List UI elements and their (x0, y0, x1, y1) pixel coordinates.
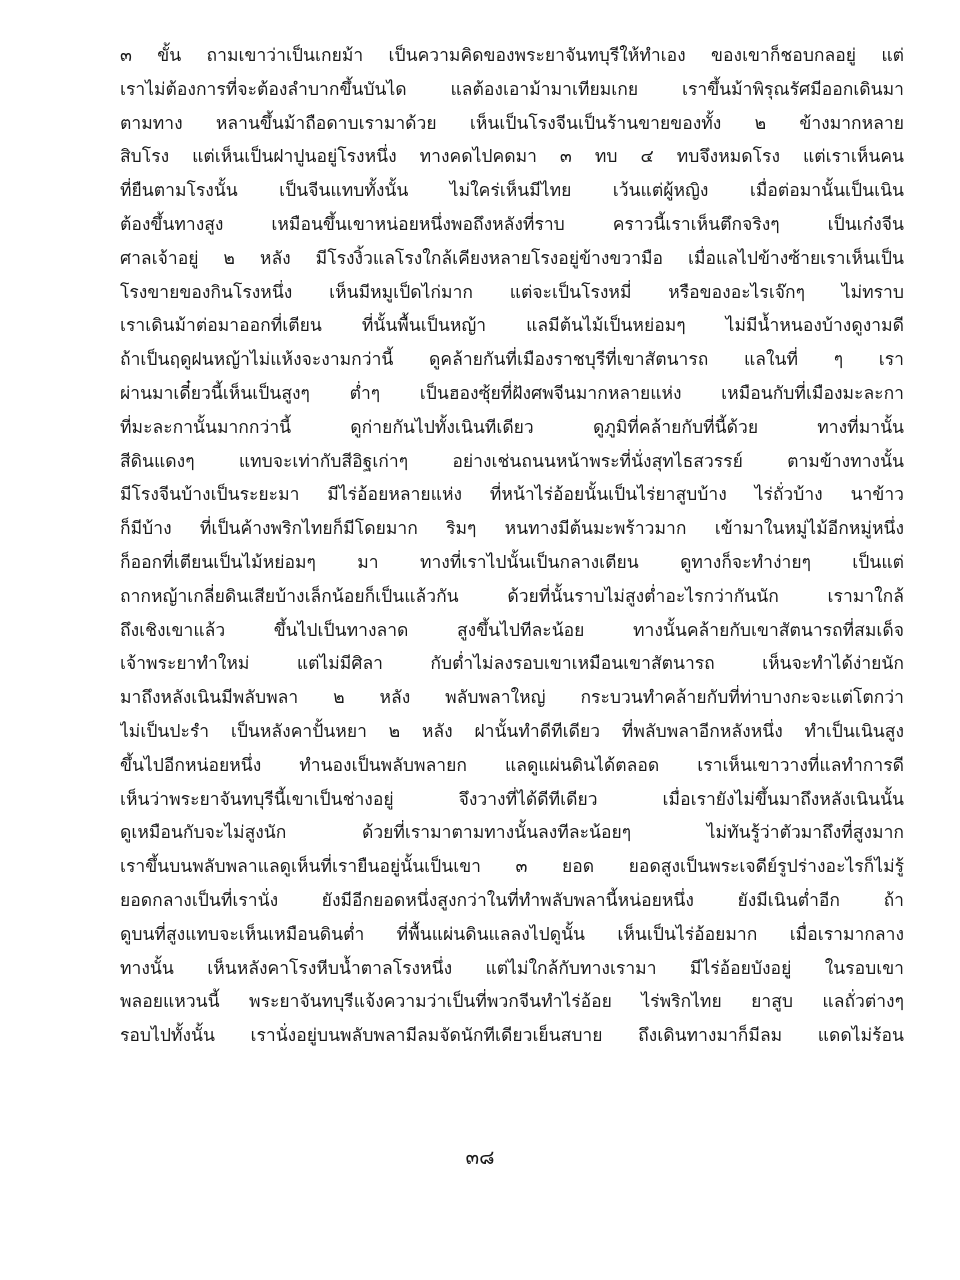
text-line: ยอดกลางเป็นที่เรานั่ง ยังมีอีกยอดหนึ่งสูงกว่าในที่ทำพลับพลานี้หน่อยหนึ่ง ยังมีเนินต่ำอีก ถ้า (120, 890, 904, 911)
text-line: ผ่านมาเดี๋ยวนี้เห็นเป็นสูงๆ ต่ำๆ เป็นฮองซุ้ยที่ฝังศพจีนมากหลายแห่ง เหมือนกับที่เมืองมะละกา (120, 383, 904, 404)
page-number: ๓๘ (465, 1145, 495, 1169)
text-line: เราเดินม้าต่อมาออกที่เตียน ที่นั้นพื้นเป็นหญ้า แลมีต้นไม้เป็นหย่อมๆ ไม่มีน้ำหนองบ้างดูงามดี (120, 316, 904, 337)
text-line: ถ้าเป็นฤดูฝนหญ้าไม่แห้งจะงามกว่านี้ ดูคล้ายกันที่เมืองราชบุรีที่เขาสัตนารถ แลในที่ ๆ เรา (120, 350, 904, 371)
text-line: มาถึงหลังเนินมีพลับพลา ๒ หลัง พลับพลาใหญ่ กระบวนทำคล้ายกับที่ท่าบางกะจะแต่โตกว่า (120, 688, 904, 709)
text-line: ๓ ขั้น ถามเขาว่าเป็นเกยม้า เป็นความคิดของพระยาจันทบุรีให้ทำเอง ของเขาก็ชอบกลอยู่ แต่ (120, 46, 904, 66)
text-line: เราขึ้นบนพลับพลาแลดูเห็นที่เรายืนอยู่นั้นเป็นเขา ๓ ยอด ยอดสูงเป็นพระเจดีย์รูปร่างอะไรก็ไม่รู้ (120, 857, 904, 878)
text-line: สิบโรง แต่เห็นเป็นฝาปูนอยู่โรงหนึ่ง ทางคดไปคดมา ๓ ทบ ๔ ทบจึงหมดโรง แต่เราเห็นคน (120, 147, 904, 168)
text-line: ดูเหมือนกับจะไม่สูงนัก ด้วยที่เรามาตามทางนั้นลงทีละน้อยๆ ไม่ทันรู้ว่าตัวมาถึงที่สูงมาก (120, 823, 904, 844)
text-line: ศาลเจ้าอยู่ ๒ หลัง มีโรงงิ้วแลโรงใกล้เคียงหลายโรงอยู่ข้างขวามือ เมื่อแลไปข้างซ้ายเราเห็นเป็น (120, 248, 904, 269)
text-line: ทางนั้น เห็นหลังคาโรงหีบน้ำตาลโรงหนึ่ง แต่ไม่ใกล้กับทางเรามา มีไร่อ้อยบังอยู่ ในรอบเขา (120, 958, 904, 979)
text-line: ดูบนที่สูงแทบจะเห็นเหมือนดินต่ำ ที่พื้นแผ่นดินแลลงไปดูนั้น เห็นเป็นไร่อ้อยมาก เมื่อเรามากลาง (120, 924, 904, 945)
text-line: เราไม่ต้องการที่จะต้องลำบากขึ้นบันได แลต้องเอาม้ามาเทียมเกย เราขึ้นม้าพิรุณรัศมีออกเดินมา (120, 79, 904, 100)
text-line: ถึงเชิงเขาแล้ว ขึ้นไปเป็นทางลาด สูงขึ้นไปทีละน้อย ทางนั้นคล้ายกับเขาสัตนารถที่สมเด็จ (120, 620, 904, 641)
text-line: ที่มะละกานั้นมากกว่านี้ ดูก่ายกันไปทั้งเนินทีเดียว ดูภูมิที่คล้ายกับที่นี้ด้วย ทางที่มานั้น (120, 417, 904, 438)
text-line: เจ้าพระยาทำใหม่ แต่ไม่มีศิลา กับต่ำไม่ลงรอบเขาเหมือนเขาสัตนารถ เห็นจะทำได้ง่ายนัก (120, 654, 904, 675)
text-line: รอบไปทั้งนั้น เรานั่งอยู่บนพลับพลามีลมจัดนักทีเดียวเย็นสบาย ถึงเดินทางมาก็มีลม แดดไม่ร้อน (120, 1026, 904, 1047)
text-line: ต้องขึ้นทางสูง เหมือนขึ้นเขาหน่อยหนึ่งพอถึงหลังที่ราบ คราวนี้เราเห็นตึกจริงๆ เป็นเก๋งจีน (120, 214, 904, 235)
text-line: ก็มีบ้าง ที่เป็นค้างพริกไทยก็มีโดยมาก ริมๆ หนทางมีต้นมะพร้าวมาก เข้ามาในหมู่ไม้อีกหมู่หนึ่ง (120, 519, 904, 540)
text-line: มีโรงจีนบ้างเป็นระยะมา มีไร่อ้อยหลายแห่ง ที่หน้าไร่อ้อยนั้นเป็นไร่ยาสูบบ้าง ไร่ถั่วบ้าง นาข้าว (120, 485, 904, 506)
text-line: เห็นว่าพระยาจันทบุรีนี้เขาเป็นช่างอยู่ จึงวางที่ได้ดีทีเดียว เมื่อเรายังไม่ขึ้นมาถึงหลังเนินนั้น (120, 789, 904, 810)
text-line: ถากหญ้าเกลี่ยดินเสียบ้างเล็กน้อยก็เป็นแล้วกัน ด้วยที่นั้นราบไม่สูงต่ำอะไรกว่ากันนัก เรามาใกล้ (120, 586, 904, 607)
text-line: สีดินแดงๆ แทบจะเท่ากับสีอิฐเก่าๆ อย่างเช่นถนนหน้าพระที่นั่งสุทไธสวรรย์ ตามข้างทางนั้น (120, 451, 904, 472)
text-line: ไม่เป็นปะรำ เป็นหลังคาปั้นหยา ๒ หลัง ฝานั้นทำดีทีเดียว ที่พลับพลาอีกหลังหนึ่ง ทำเป็นเนินสูง (120, 721, 904, 742)
text-line: ตามทาง หลานขึ้นม้าถือดาบเรามาด้วย เห็นเป็นโรงจีนเป็นร้านขายของทั้ง ๒ ข้างมากหลาย (120, 113, 904, 134)
text-line: ที่ยืนตามโรงนั้น เป็นจีนแทบทั้งนั้น ไม่ใคร่เห็นมีไทย เว้นแต่ผู้หญิง เมื่อต่อมานั้นเป็นเนิน (120, 181, 904, 202)
text-line: พลอยแหวนนี้ พระยาจันทบุรีแจ้งความว่าเป็นที่พวกจีนทำไร่อ้อย ไร่พริกไทย ยาสูบ แลถั่วต่างๆ (120, 992, 904, 1013)
body-text (120, 40, 904, 1054)
text-line: ขึ้นไปอีกหน่อยหนึ่ง ทำนองเป็นพลับพลายก แลดูแผ่นดินได้ตลอด เราเห็นเขาวางที่แลทำการดี (120, 755, 904, 776)
text-line: ก็ออกที่เตียนเป็นไม้หย่อมๆ มา ทางที่เราไปนั้นเป็นกลางเตียน ดูทางก็จะทำง่ายๆ เป็นแต่ (120, 552, 904, 573)
text-line: โรงขายของกินโรงหนึ่ง เห็นมีหมูเป็ดไก่มาก แต่จะเป็นโรงหมี่ หรือของอะไรเจ๊กๆ ไม่ทราบ (120, 282, 904, 303)
